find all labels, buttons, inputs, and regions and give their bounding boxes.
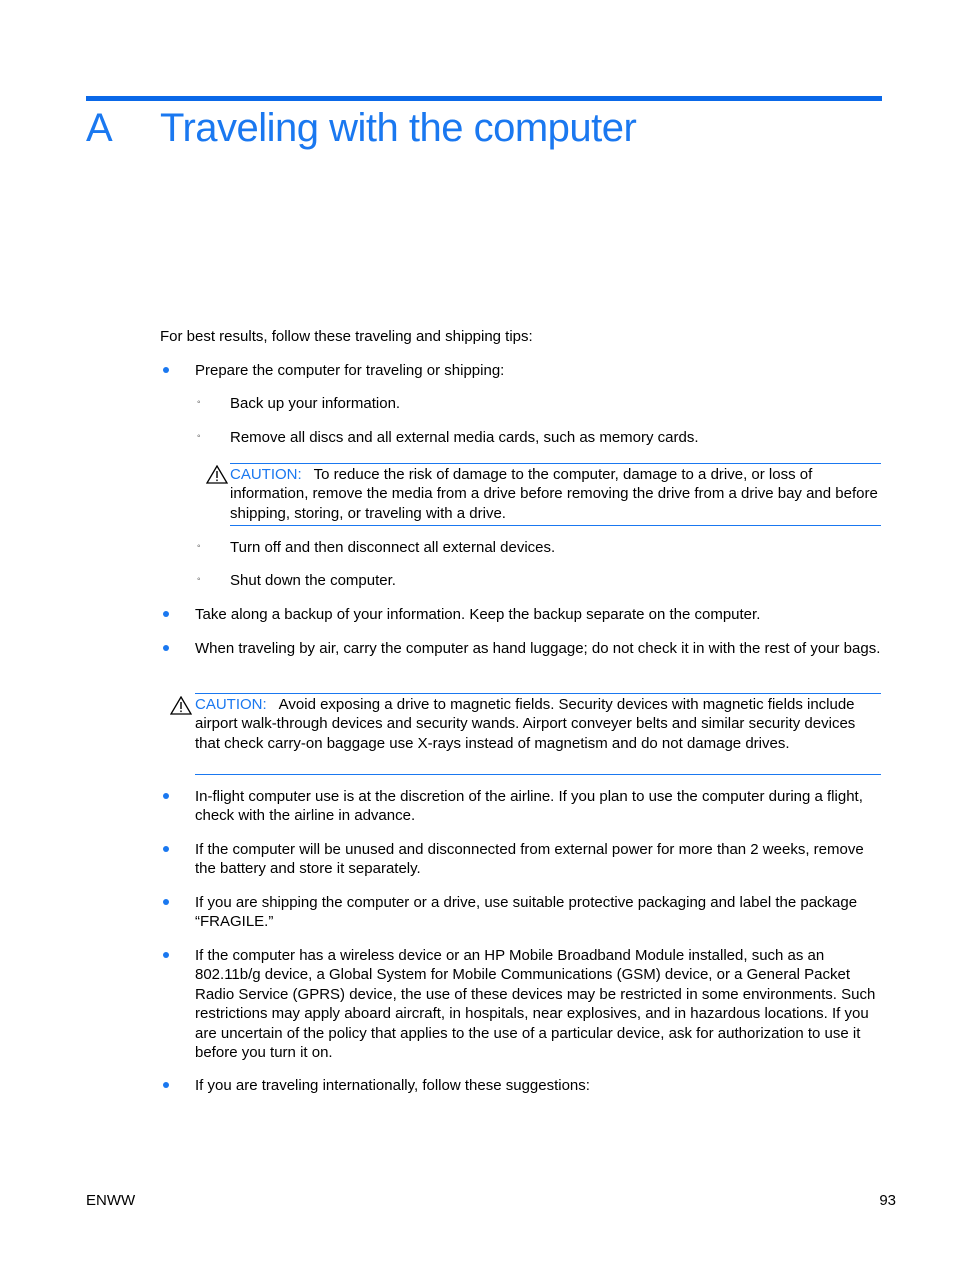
caution-note-magnetic <box>195 693 881 775</box>
sub-item-shutdown: Shut down the computer. <box>230 572 396 589</box>
bullet-icon <box>163 899 169 905</box>
bullet-icon <box>163 1082 169 1088</box>
chapter-letter: A <box>86 106 113 150</box>
caution-label: CAUTION: <box>230 466 302 483</box>
list-item-wireless: If the computer has a wireless device or an HP Mobile Broadband Module installed, such as an 802.11b/g device, a Global System for Mobile Communications (GSM) device, or a General Packet Radio Service (GPRS) device, the use of these devices may be restricted in some environments. Such restrictions may apply aboard aircraft, in hospitals, near explosives, and in hazardous locations. If you are uncertain of the policy that applies to the use of a particular device, ask for authorization to use it before you turn it on. <box>195 947 876 1062</box>
chapter-rule <box>86 96 882 101</box>
warning-icon <box>170 696 192 715</box>
bullet-icon <box>163 367 169 373</box>
bullet-icon <box>163 846 169 852</box>
bullet-icon <box>163 952 169 958</box>
sub-bullet-icon: ◦ <box>197 574 201 585</box>
chapter-title: Traveling with the computer <box>160 106 637 150</box>
sub-item-backup: Back up your information. <box>230 395 401 412</box>
sub-item-remove-discs: Remove all discs and all external media cards, such as memory cards. <box>230 429 699 446</box>
sub-bullet-icon: ◦ <box>197 431 201 442</box>
sub-bullet-icon: ◦ <box>197 541 201 552</box>
caution-note-media <box>230 463 881 526</box>
caution-label: CAUTION: <box>195 696 267 713</box>
intro-text: For best results, follow these traveling and shipping tips: <box>160 328 533 345</box>
warning-icon <box>206 465 228 484</box>
list-item-inflight: In-flight computer use is at the discretion of the airline. If you plan to use the computer during a flight, check with the airline in advance. <box>195 788 863 825</box>
sub-bullet-icon: ◦ <box>197 397 201 408</box>
list-item-international: If you are traveling internationally, follow these suggestions: <box>195 1077 590 1094</box>
list-item-backup: Take along a backup of your information. Keep the backup separate on the computer. <box>195 606 761 623</box>
list-item-air: When traveling by air, carry the computer as hand luggage; do not check it in with the rest of your bags. <box>195 640 881 657</box>
bullet-icon <box>163 611 169 617</box>
page-number: 93 <box>879 1192 896 1209</box>
sub-item-disconnect: Turn off and then disconnect all external devices. <box>230 539 556 556</box>
caution-text: Avoid exposing a drive to magnetic fields. Security devices with magnetic fields include airport walk-through devices and security wands. Airport conveyer belts and similar security devices that check carry-on baggage use X-rays instead of magnetism and do not damage drives. <box>195 696 856 752</box>
bullet-icon <box>163 793 169 799</box>
list-item-unused: If the computer will be unused and disconnected from external power for more than 2 weeks, remove the battery and store it separately. <box>195 841 864 878</box>
footer-left: ENWW <box>86 1192 136 1209</box>
caution-text: To reduce the risk of damage to the computer, damage to a drive, or loss of information, remove the media from a drive before removing the drive from a drive bay and before shipping, storing, or traveling with a drive. <box>230 466 878 522</box>
list-item-prepare: Prepare the computer for traveling or shipping: <box>195 362 505 379</box>
list-item-shipping: If you are shipping the computer or a drive, use suitable protective packaging and label the package “FRAGILE.” <box>195 894 858 931</box>
bullet-icon <box>163 645 169 651</box>
